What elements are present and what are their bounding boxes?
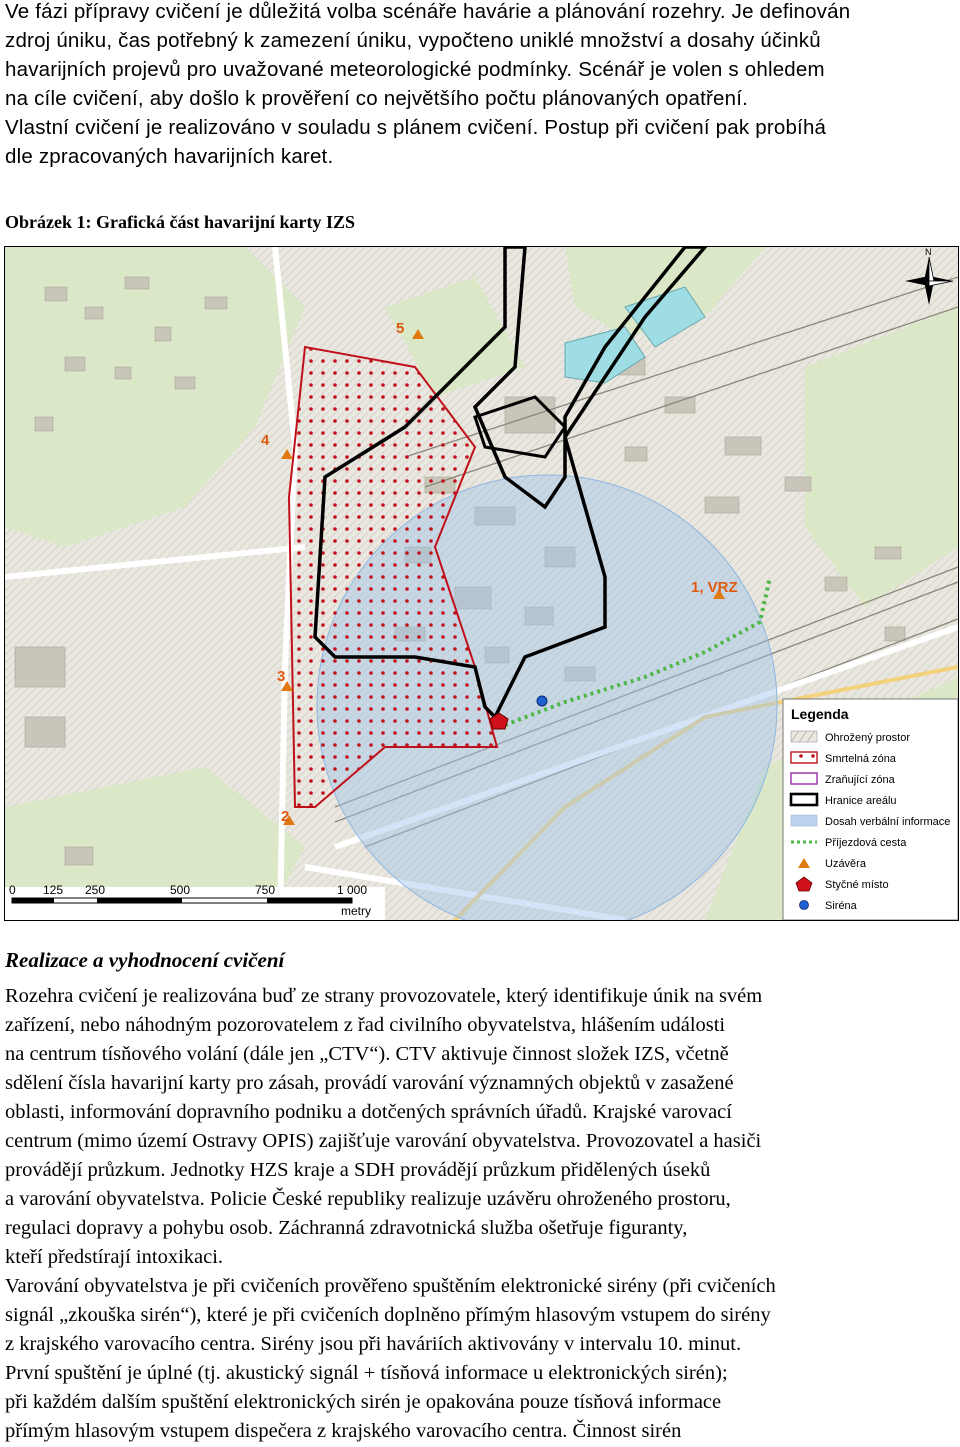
legend-title: Legenda <box>791 706 849 722</box>
intro-line: Ve fázi přípravy cvičení je důležitá volba scénáře havárie a plánování rozehry. Je definován <box>5 0 851 23</box>
emergency-map <box>4 246 959 921</box>
section-line: První spuštění je úplné (tj. akustický signál + tísňová informace u elektronických sirén); <box>5 1362 728 1384</box>
section-line: regulaci dopravy a pohybu osob. Záchranná zdravotnická služba ošetřuje figuranty, <box>5 1217 688 1239</box>
legend-item <box>791 794 897 807</box>
legend-item <box>791 773 896 786</box>
section-line: provádějí průzkum. Jednotky HZS kraje a SDH provádějí průzkum přidělených úseků <box>5 1159 711 1181</box>
intro-line: na cíle cvičení, aby došlo k prověření co největšího počtu plánovaných opatření. <box>5 87 749 110</box>
scale-unit: metry <box>341 904 371 918</box>
section-line: oblasti, informování dopravního podniku a dotčených správních úřadů. Krajské varovací <box>5 1101 732 1123</box>
intro-line: zdroj úniku, čas potřebný k zamezení úniku, vypočteno uniklé množství a dosahy účinků <box>5 29 821 52</box>
map-label-1-vrz: 1, VRZ <box>691 579 738 596</box>
intro-line: Vlastní cvičení je realizováno v souladu s plánem cvičení. Postup při cvičení pak probíhá <box>5 116 827 139</box>
map-label-5: 5 <box>396 320 405 337</box>
intro-line: havarijních projevů pro uvažované meteorologické podmínky. Scénář je volen s ohledem <box>5 58 825 81</box>
section-line: při každém dalším spuštění elektronických sirén je opakována pouze tísňová informace <box>5 1391 722 1413</box>
section-line: přímým hlasovým vstupem dispečera z krajského varovacího centra. Činnost sirén <box>5 1420 682 1442</box>
section-line: centrum (mimo území Ostravy OPIS) zajišťuje varování obyvatelstva. Provozovatel a hasiči <box>5 1130 762 1152</box>
section-line: sdělení čísla havarijní karty pro zásah, provádí varování významných objektů v zasažené <box>5 1072 734 1094</box>
svg-text:Dosah verbální informace: Dosah verbální informace <box>825 816 951 828</box>
svg-text:Uzávěra: Uzávěra <box>825 858 866 870</box>
svg-text:Styčné místo: Styčné místo <box>825 879 889 891</box>
legend-item <box>791 815 950 828</box>
section-line: kteří předstírají intoxikaci. <box>5 1246 224 1268</box>
section-line: a varování obyvatelstva. Policie České republiky realizuje uzávěru ohroženého prostoru, <box>5 1188 731 1210</box>
map-label-3: 3 <box>277 668 286 685</box>
scale-tick: 750 <box>255 883 276 897</box>
svg-text:Hranice areálu: Hranice areálu <box>825 795 897 807</box>
map-label-4: 4 <box>261 432 270 449</box>
svg-text:Smrtelná zóna: Smrtelná zóna <box>825 753 896 765</box>
section-line: Varování obyvatelstva je při cvičeních prověřeno spuštěním elektronické sirény (při cvičeních <box>5 1275 776 1297</box>
section-line: zařízení, nebo náhodným pozorovatelem z řad civilního obyvatelstva, hlášením události <box>5 1014 726 1036</box>
scale-tick: 125 <box>43 883 64 897</box>
siren-marker <box>537 696 547 706</box>
section-heading: Realizace a vyhodnocení cvičení <box>5 948 285 972</box>
map-legend <box>783 699 958 920</box>
map-label-2: 2 <box>281 808 290 825</box>
section-line: z krajského varovacího centra. Sirény jsou při haváriích aktivovány v intervalu 10. minut. <box>5 1333 742 1355</box>
scale-bar <box>5 883 385 920</box>
north-label: N <box>925 247 932 257</box>
section-paragraph <box>5 982 955 1446</box>
section-line: na centrum tísňového volání (dále jen „CTV“). CTV aktivuje činnost složek IZS, včetně <box>5 1043 729 1065</box>
section-line: signál „zkouška sirén“), které je při cvičeních doplněno přímým hlasovým vstupem do sirény <box>5 1304 771 1326</box>
legend-item <box>791 731 910 744</box>
svg-text:Siréna: Siréna <box>825 900 857 912</box>
intro-paragraph <box>5 0 955 171</box>
svg-text:Ohrožený prostor: Ohrožený prostor <box>825 732 910 744</box>
scale-tick: 1 000 <box>337 883 368 897</box>
figure-caption: Obrázek 1: Grafická část havarijní karty IZS <box>5 212 355 232</box>
svg-text:Příjezdová cesta: Příjezdová cesta <box>825 837 907 849</box>
scale-tick: 0 <box>9 883 16 897</box>
section-line: Rozehra cvičení je realizována buď ze strany provozovatele, který identifikuje únik na svém <box>5 985 763 1007</box>
intro-line: dle zpracovaných havarijních karet. <box>5 145 334 168</box>
scale-tick: 250 <box>85 883 106 897</box>
legend-item <box>791 752 897 765</box>
scale-tick: 500 <box>170 883 191 897</box>
svg-text:Zraňující zóna: Zraňující zóna <box>825 774 895 786</box>
